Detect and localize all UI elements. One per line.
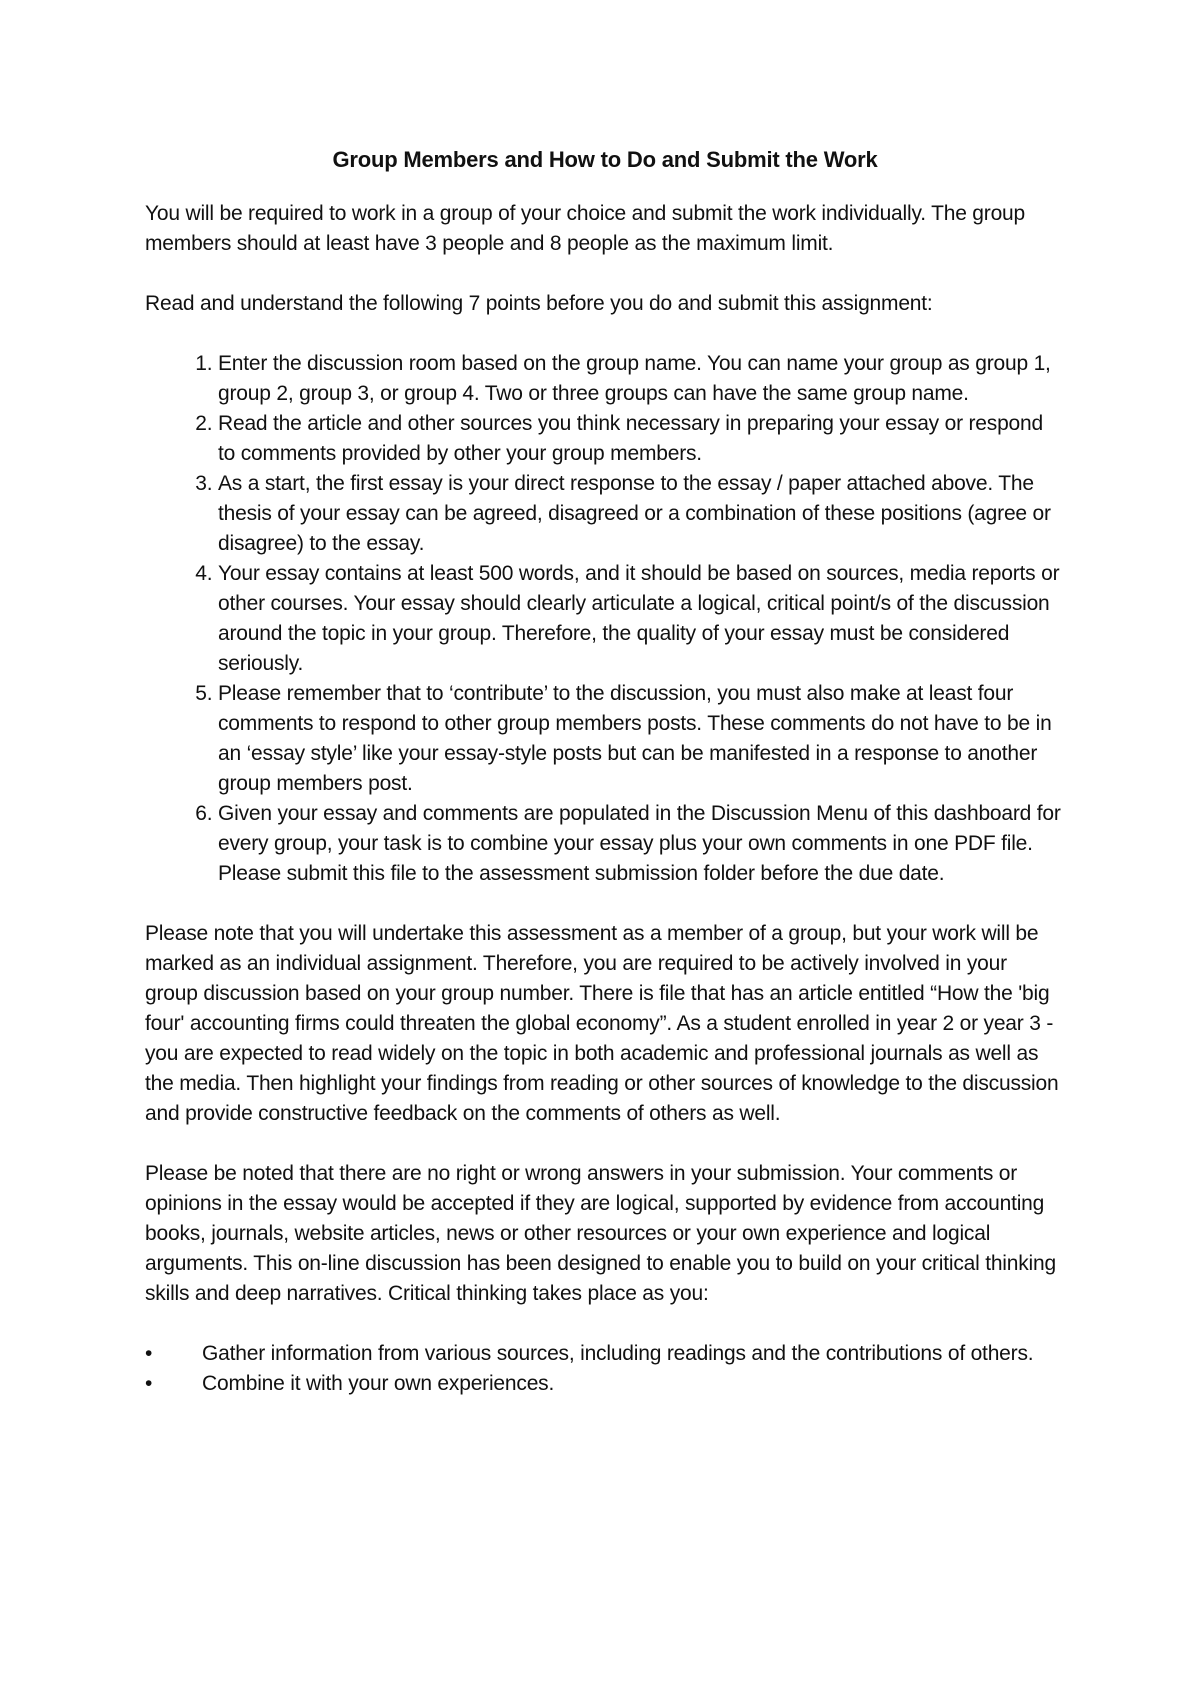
list-item: 3. As a start, the first essay is your direct response to the essay / paper attached above. The thesis of your essay can be agreed, disagreed or a combination of these positions (agree or disagree) to the essay. [218, 469, 1065, 559]
numbered-points-list [145, 349, 1065, 889]
list-item: 6. Given your essay and comments are populated in the Discussion Menu of this dashboard for every group, your task is to combine your essay plus your own comments in one PDF file. Please submit this file to the assessment submission folder before the due date. [218, 799, 1065, 889]
bullet-list-item [145, 1339, 1065, 1369]
assessment-note-paragraph: Please note that you will undertake this assessment as a member of a group, but your work will be marked as an individual assignment. Therefore, you are required to be actively involved in your group discussion based on your group number. There is file that has an article entitled “How the 'big four' accounting firms could threaten the global economy”. As a student enrolled in year 2 or year 3 - you are expected to read widely on the topic in both academic and professional journals as well as the media. Then highlight your findings from reading or other sources of knowledge to the discussion and provide constructive feedback on the comments of others as well. [145, 922, 1059, 1125]
list-item: 2. Read the article and other sources you think necessary in preparing your essay or respond to comments provided by other your group members. [218, 409, 1065, 469]
page-title: Group Members and How to Do and Submit the Work [332, 147, 878, 172]
intro-paragraph: You will be required to work in a group of your choice and submit the work individually. The group members should at least have 3 people and 8 people as the maximum limit. [145, 202, 1026, 255]
lead-in-paragraph: Read and understand the following 7 points before you do and submit this assignment: [145, 292, 933, 315]
bullet-icon: • [145, 1342, 153, 1365]
bullet-icon: • [145, 1372, 153, 1395]
list-item: 1. Enter the discussion room based on the group name. You can name your group as group 1, group 2, group 3, or group 4. Two or three groups can have the same group name. [218, 349, 1065, 409]
document-body [145, 145, 1065, 1399]
bullet-list [145, 1339, 1065, 1399]
no-right-answers-paragraph: Please be noted that there are no right or wrong answers in your submission. Your comments or opinions in the essay would be accepted if they are logical, supported by evidence from accounting books, journals, website articles, news or other resources or your own experience and logical arguments. This on-line discussion has been designed to enable you to build on your critical thinking skills and deep narratives. Critical thinking takes place as you: [145, 1162, 1056, 1305]
bullet-text: Combine it with your own experiences. [202, 1372, 555, 1395]
list-item: 5. Please remember that to ‘contribute’ to the discussion, you must also make at least four comments to respond to other group members posts. These comments do not have to be in an ‘essay style’ like your essay-style posts but can be manifested in a response to another group members post. [218, 679, 1065, 799]
bullet-text: Gather information from various sources, including readings and the contributions of others. [202, 1342, 1034, 1365]
bullet-list-item [145, 1369, 1065, 1399]
list-item: 4. Your essay contains at least 500 words, and it should be based on sources, media reports or other courses. Your essay should clearly articulate a logical, critical point/s of the discussion around the topic in your group. Therefore, the quality of your essay must be considered seriously. [218, 559, 1065, 679]
